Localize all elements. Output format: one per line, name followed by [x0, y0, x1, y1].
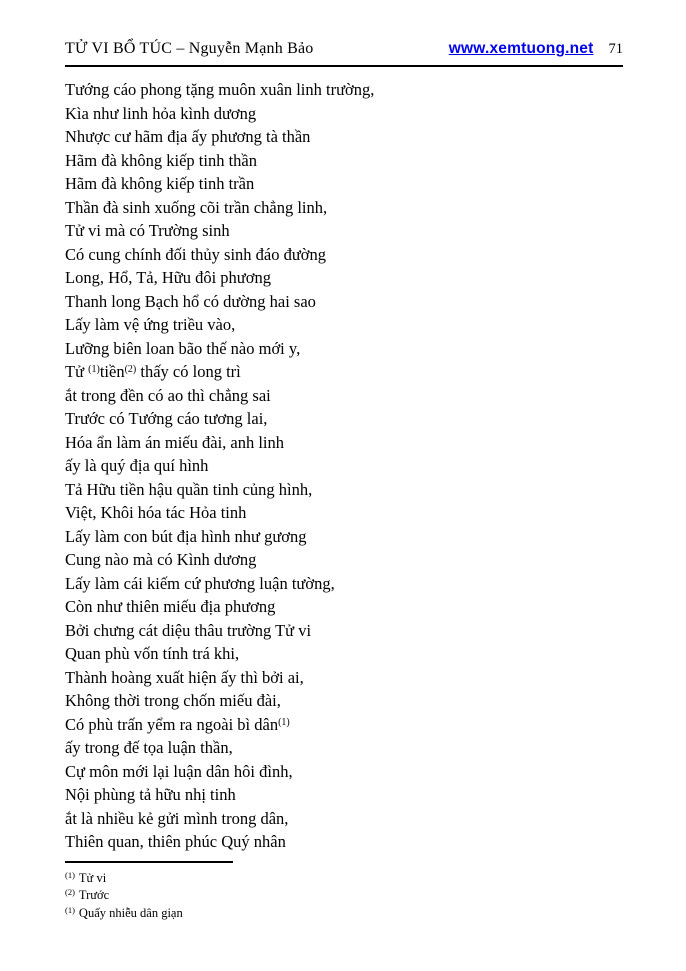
poem-line: Tử $^{(1)}$tiền$^{(2)}$ thấy có long trì — [65, 362, 241, 381]
poem-line: Có phù trấn yểm ra ngoài bì dân$^{(1)}$ — [65, 714, 290, 734]
book-title: TỬ VI BỔ TÚC – Nguyễn Mạnh Bảo — [65, 40, 314, 57]
poem-line: Thành hoàng xuất hiện ấy thì bởi ai, — [65, 667, 304, 687]
footnote-reference: (1) — [278, 716, 290, 728]
footnote-line — [65, 885, 623, 903]
poem-line: Tướng cáo phong tặng muôn xuân linh trường, — [65, 80, 375, 99]
poem-line: Nội phùng tả hữu nhị tinh — [65, 785, 236, 804]
poem-line: Thiên quan, thiên phúc Quý nhân — [65, 832, 286, 851]
header-right — [449, 40, 623, 58]
poem-line: Nhược cư hãm địa ấy phương tà thần — [65, 127, 311, 146]
poem-line: Hãm đà không kiếp tinh trần — [65, 174, 255, 193]
poem-line: Bởi chưng cát diệu thâu trường Tử vi — [65, 620, 312, 640]
poem-line: Cung nào mà có Kình dương — [65, 550, 257, 569]
poem-line: Lấy làm cái kiếm cứ phương luận tường, — [65, 573, 335, 593]
poem-line: Long, Hổ, Tả, Hữu đôi phương — [65, 268, 271, 287]
page-number: 71 — [608, 41, 623, 57]
header-divider — [65, 65, 623, 67]
poem — [65, 78, 623, 854]
poem-line: Lấy làm con bút địa hình như gương — [65, 526, 307, 546]
website-link[interactable]: www.xemtuong.net — [448, 40, 594, 57]
footnote-divider — [65, 861, 233, 863]
poem-line: ắt trong đền có ao thì chẳng sai — [65, 385, 271, 405]
poem-line: Có cung chính đối thủy sinh đáo đường — [65, 244, 327, 264]
footnote-reference: (2) — [124, 364, 137, 375]
footnote-line — [65, 903, 623, 921]
poem-line: Kìa như linh hỏa kình dương — [65, 103, 257, 123]
poem-line: Cự môn mới lại luận dân hôi đình, — [65, 761, 293, 781]
footnote-marker: (1) — [65, 904, 75, 915]
poem-line: Tả Hữu tiền hậu quần tinh củng hình, — [65, 479, 313, 499]
poem-line: ấy là quý địa quí hình — [65, 456, 209, 475]
poem-line: Lấy làm vệ ứng triều vào, — [65, 315, 236, 334]
page-header — [65, 40, 623, 58]
footnote-text: Quấy nhiễu dân giạn — [78, 905, 183, 920]
poem-line: Không thời trong chốn miếu đài, — [65, 691, 281, 710]
footnote-text: Tử vi — [78, 870, 107, 885]
poem-line: Việt, Khôi hóa tác Hỏa tinh — [65, 503, 247, 522]
poem-line: ấy trong đế tọa luận thần, — [65, 738, 233, 757]
poem-line: Thanh long Bạch hổ có dường hai sao — [65, 291, 316, 311]
poem-line: Quan phù vốn tính trá khi, — [65, 644, 240, 663]
footnote-marker: (2) — [65, 887, 75, 897]
poem-line: Lưỡng biên loan bão thế nào mới y, — [65, 338, 301, 358]
footnote-line — [65, 868, 623, 886]
poem-line: Trước có Tướng cáo tương lai, — [65, 409, 268, 428]
footnote-text: Trước — [78, 888, 110, 902]
poem-line: Thần đà sinh xuống cõi trần chẳng linh, — [65, 197, 328, 217]
poem-line: Hãm đà không kiếp tinh thần — [65, 150, 258, 170]
poem-line: Hóa ẩn làm án miếu đài, anh linh — [65, 432, 285, 452]
footnotes — [65, 868, 623, 921]
poem-line: Tử vi mà có Trường sinh — [65, 221, 230, 240]
footnote-marker: (1) — [65, 869, 75, 880]
poem-line: Còn như thiên miếu địa phương — [65, 597, 276, 616]
footnote-reference: (1) — [88, 364, 100, 375]
poem-line: ắt là nhiều kẻ gửi mình trong dân, — [65, 808, 289, 828]
